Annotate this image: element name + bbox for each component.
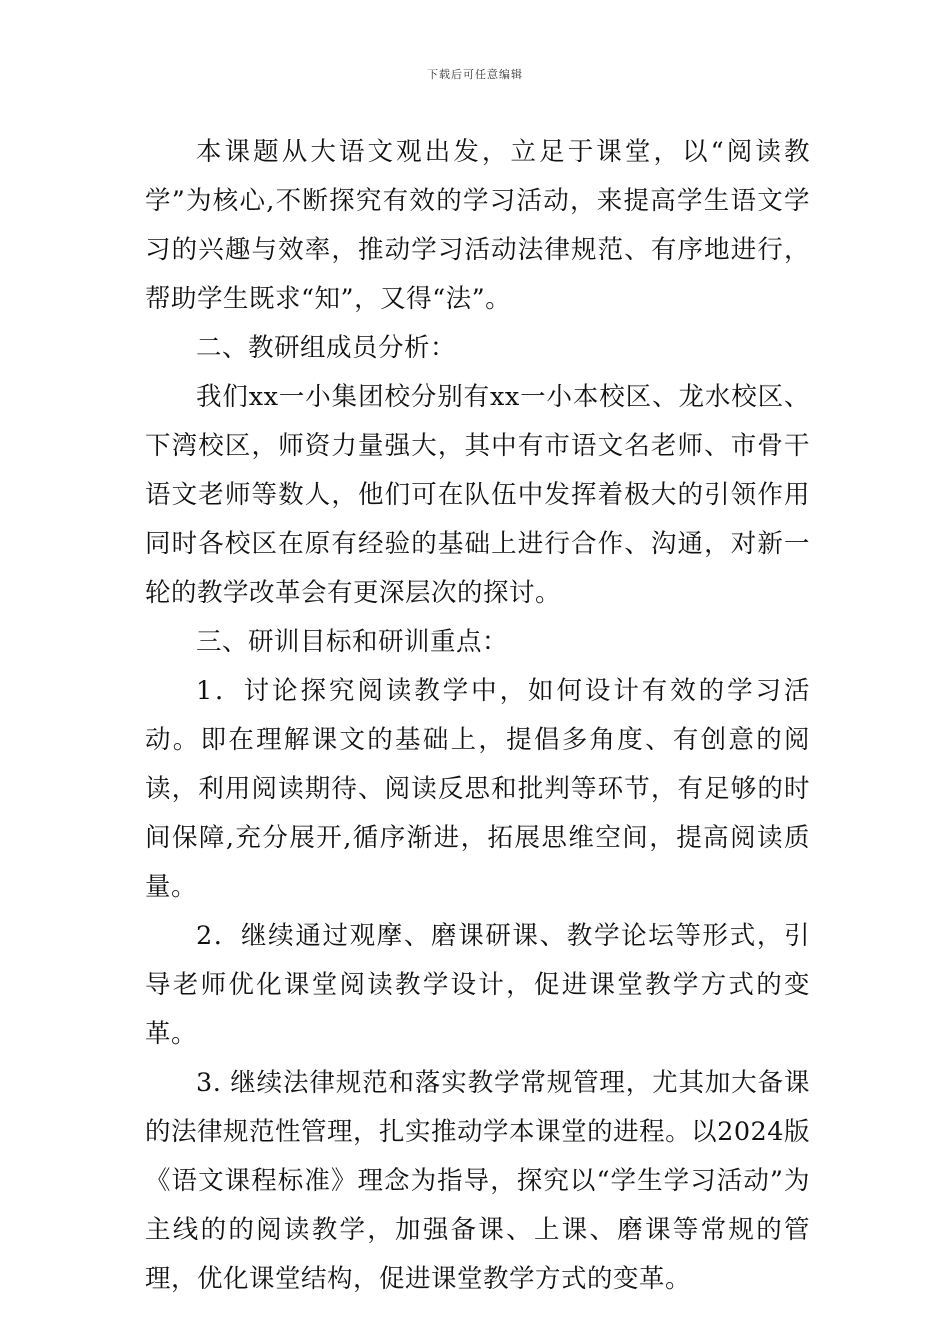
paragraph-members: 我们xx一小集团校分别有xx一小本校区、龙水校区、下湾校区，师资力量强大，其中有市语文名老师、市骨干语文老师等数人，他们可在队伍中发挥着极大的引领作用同时各校区在原有经验的基础上进行合作、沟通，对新一轮的教学改革会有更深层次的探讨。 [145,382,810,608]
paragraph-intro: 本课题从大语文观出发，立足于课堂，以“阅读教学”为核心,不断探究有效的学习活动，来提高学生语文学习的兴趣与效率，推动学习活动法律规范、有序地进行，帮助学生既求“知”，又得“法”。 [145,137,810,314]
section-heading-goals: 三、研训目标和研训重点： [196,627,509,657]
goal-item-2: 2．继续通过观摩、磨课研课、教学论坛等形式，引导老师优化课堂阅读教学设计，促进课堂教学方式的变革。 [145,921,810,1049]
document-body [145,128,810,1304]
goal-item-3: 3. 继续法律规范和落实教学常规管理，尤其加大备课的法律规范性管理，扎实推动学本课堂的进程。以2024版《语文课程标准》理念为指导，探究以“学生学习活动”为主线的的阅读教学，加强备课、上课、磨课等常规的管理，优化课堂结构，促进课堂教学方式的变革。 [145,1068,810,1294]
section-heading-members: 二、教研组成员分析： [196,333,457,363]
page-header-note: 下载后可任意编辑 [427,68,523,81]
goal-item-1: 1．讨论探究阅读教学中，如何设计有效的学习活动。即在理解课文的基础上，提倡多角度、有创意的阅读，利用阅读期待、阅读反思和批判等环节，有足够的时间保障,充分展开,循序渐进，拓展思维空间，提高阅读质量。 [145,676,810,902]
